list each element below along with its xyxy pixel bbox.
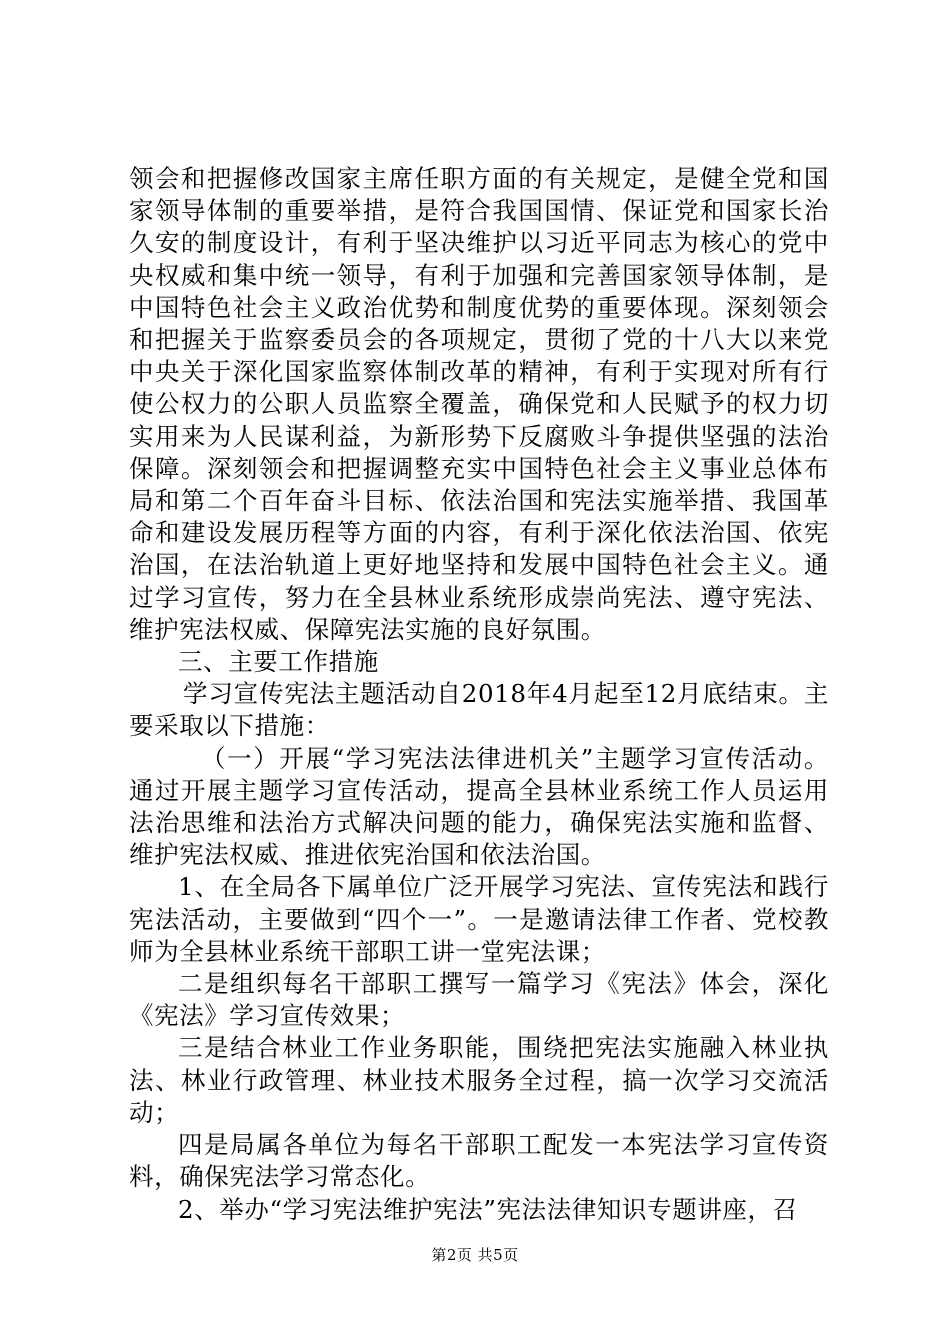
paragraph-subitem-1: 1、在全局各下属单位广泛开展学习宪法、宣传宪法和践行宪法活动，主要做到“四个一”。一是邀请法律工作者、党校教师为全县林业系统干部职工讲一堂宪法课；: [129, 872, 829, 966]
paragraph-item-one: （一）开展“学习宪法法律进机关”主题学习宣传活动。通过开展主题学习宣传活动，提高全县林业系统工作人员运用法治思维和法治方式解决问题的能力，确保宪法实施和监督、维护宪法权威、推进依宪治国和依法治国。: [129, 743, 829, 870]
paragraph-point-four: 四是局属各单位为每名干部职工配发一本宪法学习宣传资料，确保宪法学习常态化。: [129, 1130, 829, 1192]
paragraph-activity-period: 学习宣传宪法主题活动自2018年4月起至12月底结束。主要采取以下措施：: [129, 679, 829, 741]
paragraph-point-three: 三是结合林业工作业务职能，围绕把宪法实施融入林业执法、林业行政管理、林业技术服务全过程，搞一次学习交流活动；: [129, 1033, 829, 1127]
section-heading-measures: 三、主要工作措施: [178, 647, 379, 677]
paragraph-point-two: 二是组织每名干部职工撰写一篇学习《宪法》体会，深化《宪法》学习宣传效果；: [129, 969, 829, 1031]
page-footer: 第2页 共5页: [431, 1246, 519, 1264]
paragraph-continuation: 领会和把握修改国家主席任职方面的有关规定，是健全党和国家领导体制的重要举措，是符合我国国情、保证党和国家长治久安的制度设计，有利于坚决维护以习近平同志为核心的党中央权威和集中统一领导，有利于加强和完善国家领导体制，是中国特色社会主义政治优势和制度优势的重要体现。深刻领会和把握关于监察委员会的各项规定，贯彻了党的十八大以来党中央关于深化国家监察体制改革的精神，有利于实现对所有行使公权力的公职人员监察全覆盖，确保党和人民赋予的权力切实用来为人民谋利益，为新形势下反腐败斗争提供坚强的法治保障。深刻领会和把握调整充实中国特色社会主义事业总体布局和第二个百年奋斗目标、依法治国和宪法实施举措、我国革命和建设发展历程等方面的内容，有利于深化依法治国、依宪治国，在法治轨道上更好地坚持和发展中国特色社会主义。通过学习宣传，努力在全县林业系统形成崇尚宪法、遵守宪法、维护宪法权威、保障宪法实施的良好氛围。: [129, 164, 829, 644]
paragraph-subitem-2: 2、举办“学习宪法维护宪法”宪法法律知识专题讲座，召: [178, 1194, 798, 1224]
document-body: [129, 163, 829, 1226]
